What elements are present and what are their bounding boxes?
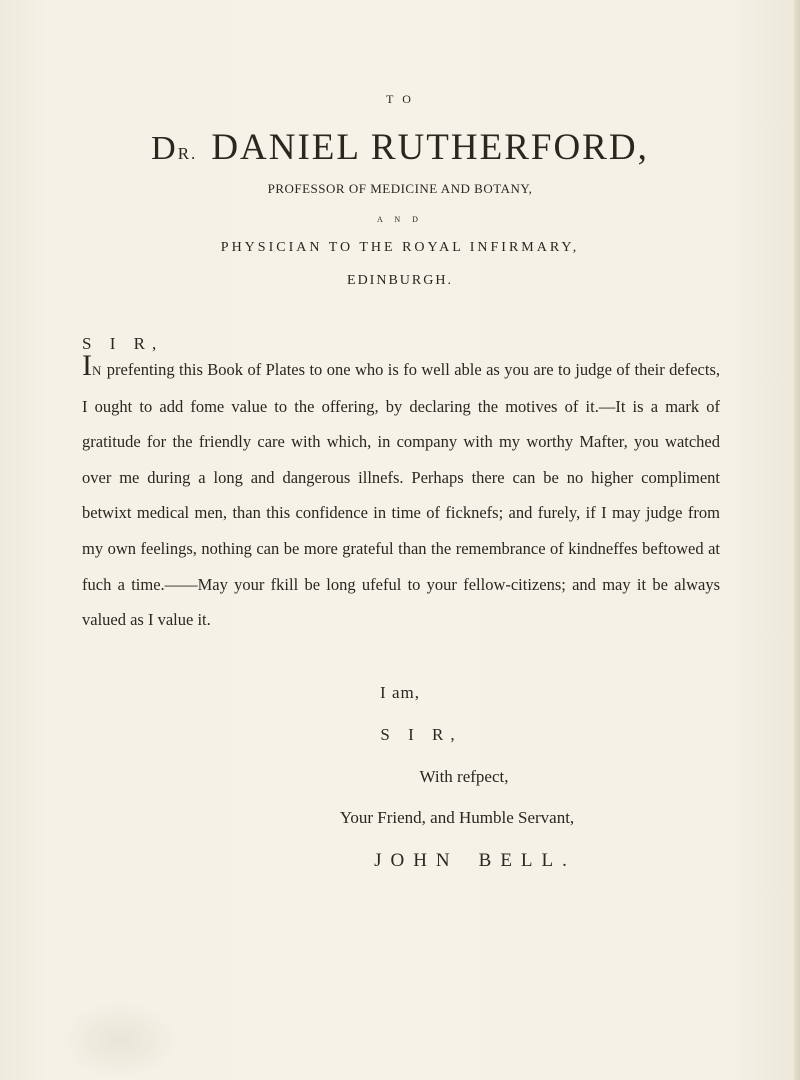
letter-body <box>82 349 720 638</box>
drop-initial: I <box>82 349 92 382</box>
professorship-line: PROFESSOR OF MEDICINE AND BOTANY, <box>267 181 533 196</box>
closing-friend-servant: Your Friend, and Humble Servant, <box>339 808 575 827</box>
signature-first-name: JOHN <box>374 850 459 871</box>
letter-body-text: prefenting this Book of Plates to one who is fo well able as you are to judge of their defects, I ought to add fome value to the offering, by declaring the motives of it.—It is a mark of gratitude for the friendly care with which, in company with my worthy Mafter, you watched over me during a long and dangerous illnefs. Perhaps there can be no higher compliment betwixt medical men, than this confidence in time of ficknefs; and furely, if I may judge from my own feelings, nothing can be more grateful than the remembrance of kindneffes beftowed at fuch a time.——May your fkill be long ufeful to your fellow-citizens; and may it be always valued as I value it. <box>82 360 720 630</box>
city-line: EDINBURGH. <box>347 273 453 288</box>
paper-stain <box>60 1000 180 1080</box>
letter-salutation: S I R, <box>82 334 164 353</box>
title-prefix-rest: R. <box>177 144 198 163</box>
dedicatee-name <box>0 126 800 169</box>
dedicatee-full-name: DANIEL RUTHERFORD, <box>211 127 649 168</box>
signature-last-name: BELL. <box>478 850 576 871</box>
small-caps-letter: N <box>92 363 103 378</box>
title-prefix-initial: D <box>151 130 178 167</box>
signature <box>0 850 800 872</box>
closing-sir: S I R, <box>380 725 462 744</box>
conjunction-line: A N D <box>377 215 423 224</box>
physician-line: PHYSICIAN TO THE ROYAL INFIRMARY, <box>220 240 580 255</box>
closing-respect: With refpect, <box>419 767 509 786</box>
closing-i-am: I am, <box>380 683 420 702</box>
dedication-to-heading: T O <box>386 92 414 106</box>
